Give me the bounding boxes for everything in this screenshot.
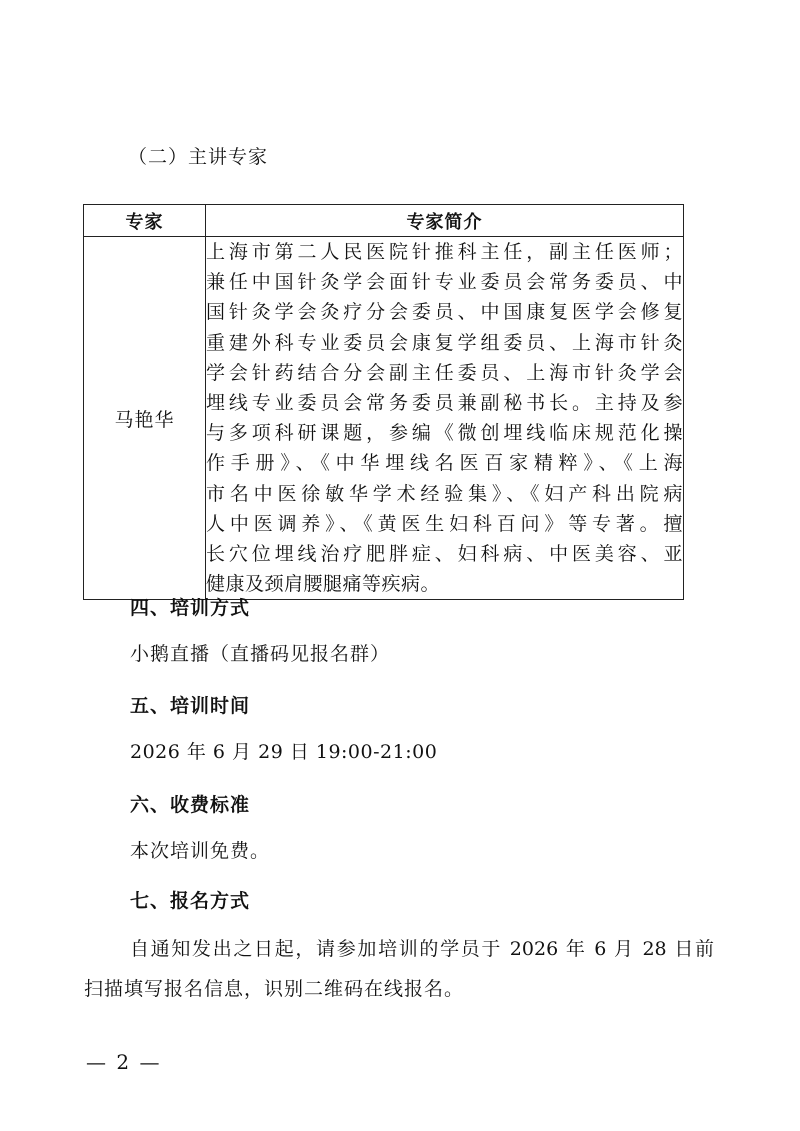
signup-text-line-1: 自通知发出之日起，请参加培训的学员于 2026 年 6 月 28 日前	[130, 938, 714, 960]
fee-text: 本次培训免费。	[130, 840, 271, 862]
bio-line: 长穴位埋线治疗肥胖症、妇科病、中医美容、亚	[206, 542, 683, 565]
section-heading-training-time: 五、培训时间	[130, 695, 251, 717]
bio-line: 上海市第二人民医院针推科主任，副主任医师；	[206, 241, 683, 263]
header-expert: 专家	[84, 205, 206, 237]
bio-line: 健康及颈肩腰腿痛等疾病。	[206, 573, 441, 596]
section-heading-signup-method: 七、报名方式	[130, 890, 251, 912]
expert-name: 马艳华	[84, 237, 206, 600]
bio-line: 作手册》、《中华埋线名医百家精粹》、《上海	[206, 452, 683, 475]
section-heading-training-method: 四、培训方式	[130, 597, 251, 619]
bio-line: 学会针药结合分会副主任委员、上海市针灸学会	[206, 361, 683, 384]
table-header-row	[84, 205, 684, 237]
page-number: — 2 —	[86, 1050, 162, 1074]
table-row	[84, 237, 684, 600]
training-method-text: 小鹅直播（直播码见报名群）	[130, 643, 391, 665]
bio-line: 国针灸学会灸疗分会委员、中国康复医学会修复	[206, 301, 683, 324]
bio-line: 与多项科研课题，参编《微创埋线临床规范化操	[206, 422, 683, 445]
bio-line: 市名中医徐敏华学术经验集》、《妇产科出院病	[206, 482, 683, 505]
header-expert-bio: 专家简介	[206, 205, 684, 237]
expert-table	[83, 204, 684, 600]
bio-line: 人中医调养》、《黄医生妇科百问》等专著。擅	[206, 512, 683, 535]
bio-line: 兼任中国针灸学会面针专业委员会常务委员、中	[206, 271, 683, 294]
expert-subheading: （二）主讲专家	[128, 146, 269, 168]
bio-line: 重建外科专业委员会康复学组委员、上海市针灸	[206, 331, 683, 354]
bio-line: 埋线专业委员会常务委员兼副秘书长。主持及参	[206, 391, 683, 414]
expert-bio	[206, 237, 684, 600]
signup-text-line-2: 扫描填写报名信息，识别二维码在线报名。	[84, 978, 465, 1000]
section-heading-fee-standard: 六、收费标准	[130, 794, 251, 816]
training-time-text: 2026 年 6 月 29 日 19:00-21:00	[130, 741, 438, 763]
